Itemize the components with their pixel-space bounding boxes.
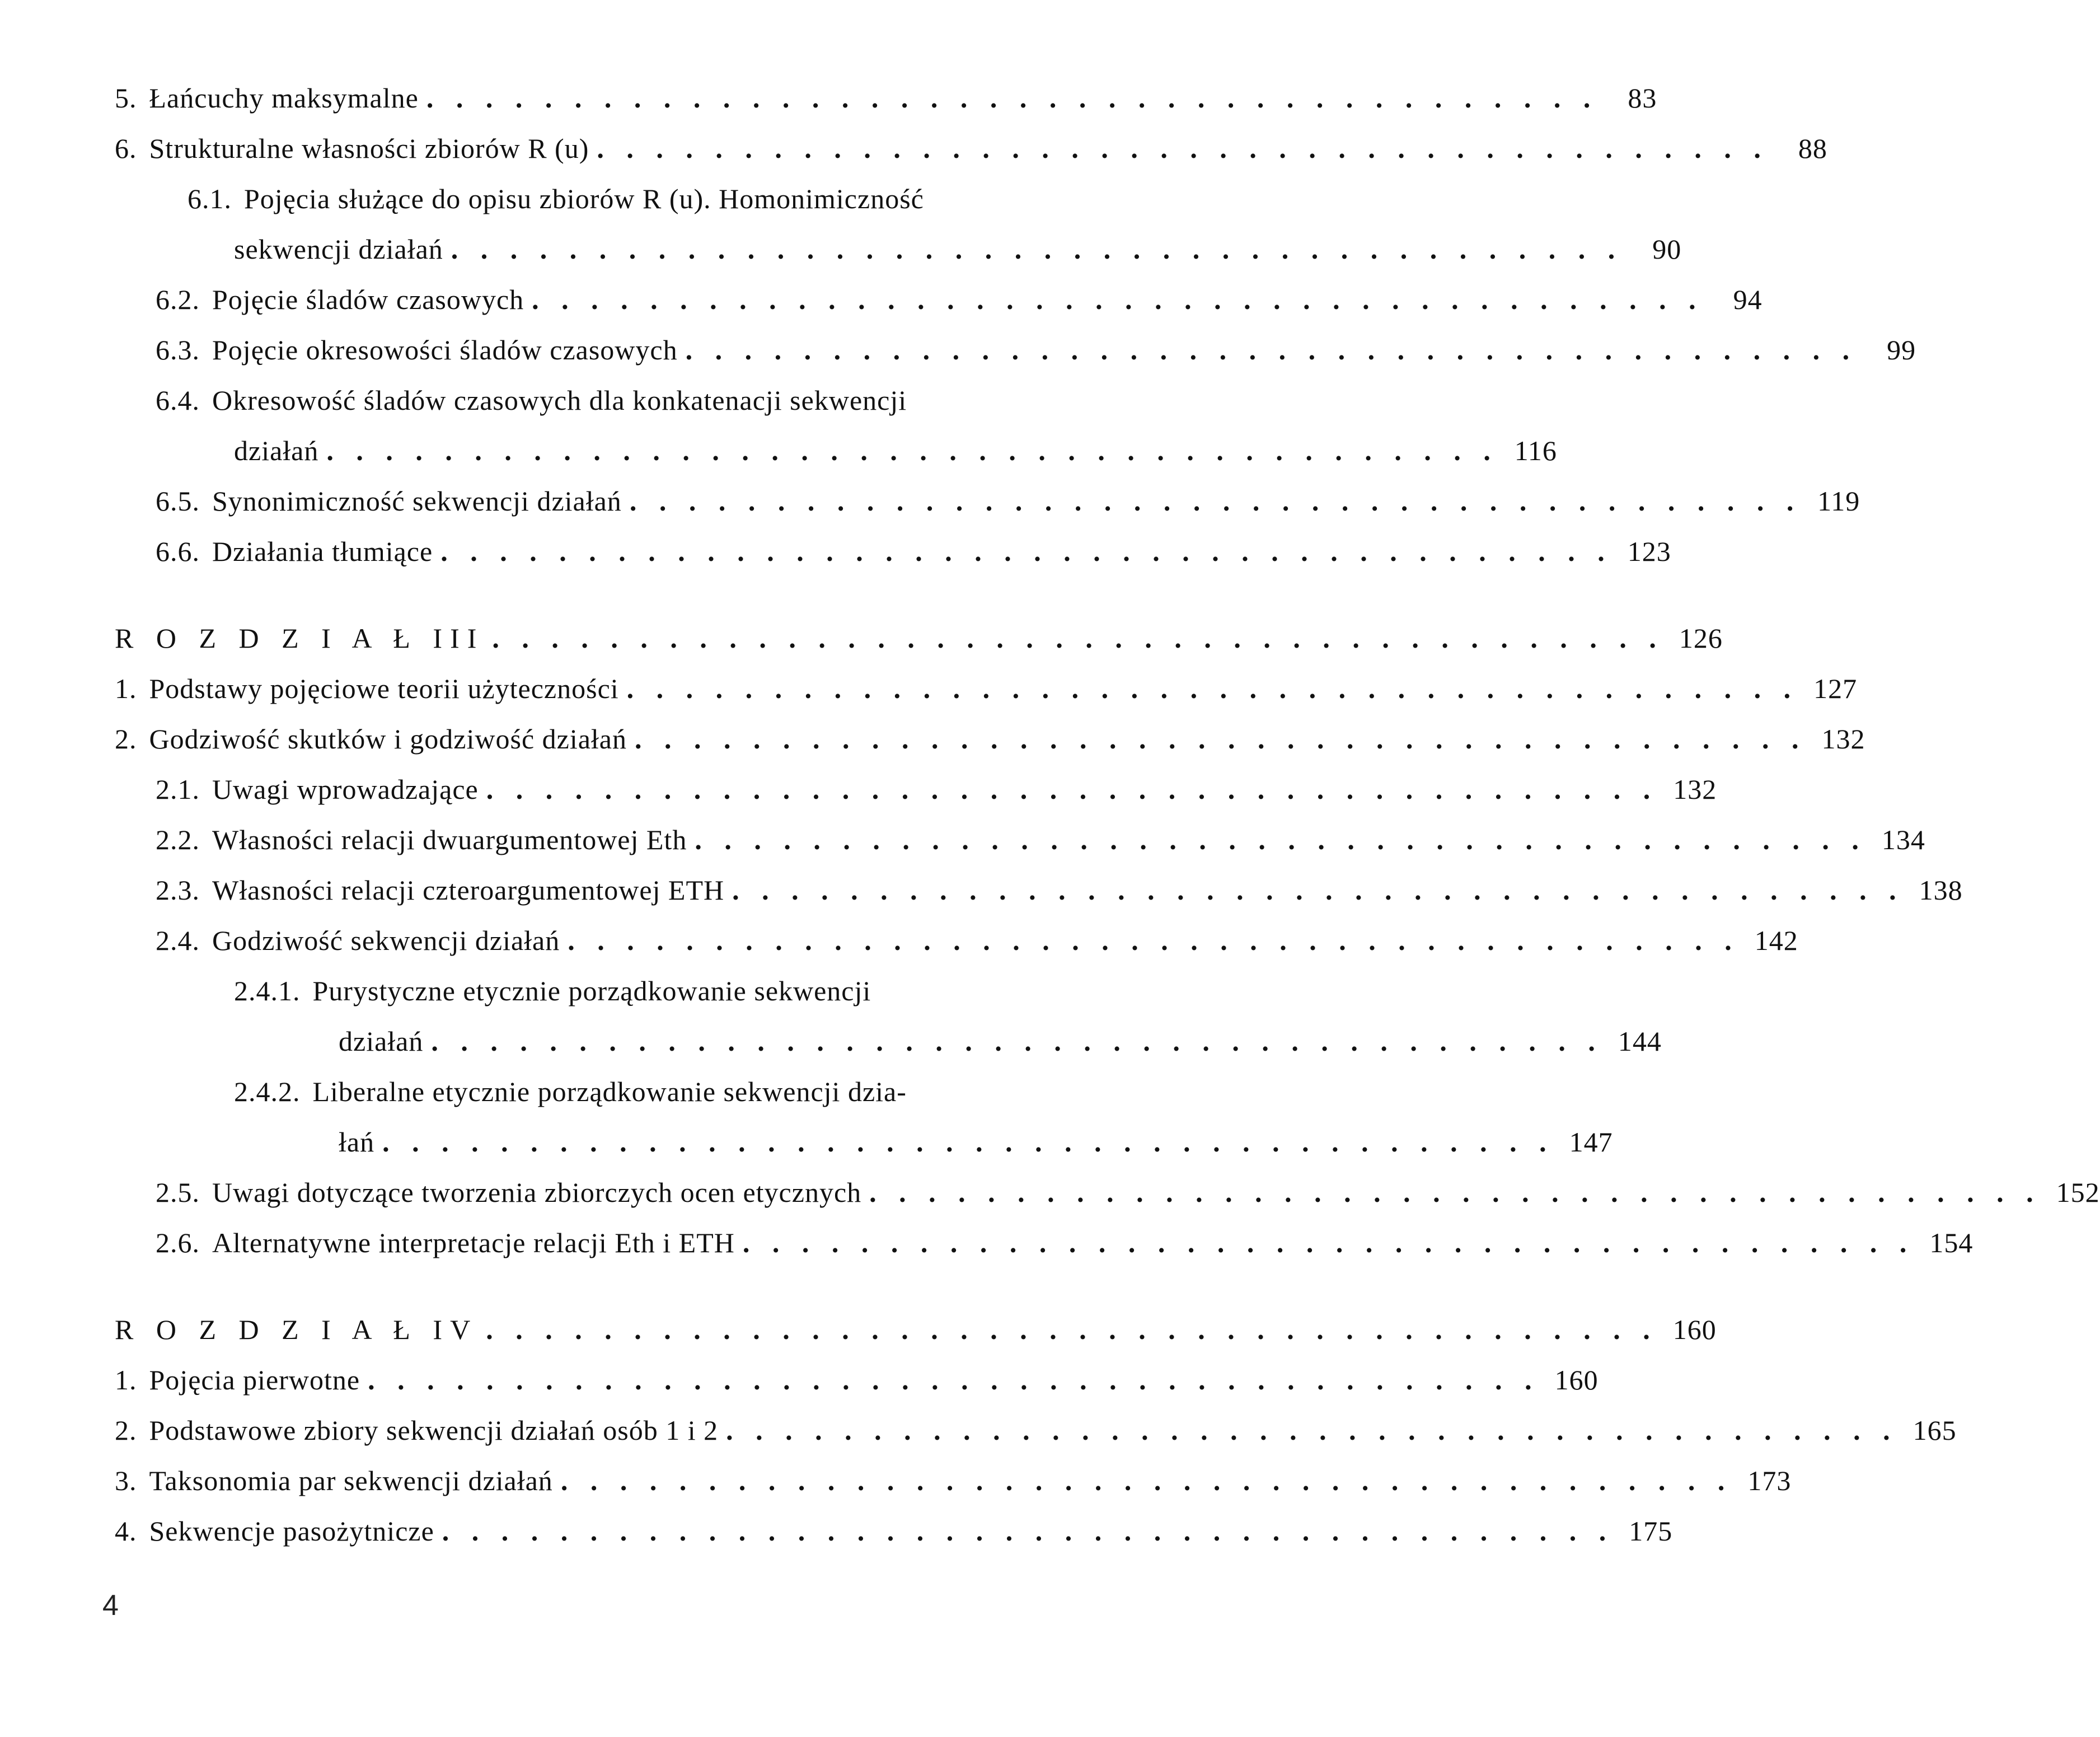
entry-page: 173 xyxy=(1747,1465,1792,1496)
toc-entry xyxy=(156,271,1762,316)
entry-title: Uwagi wprowadzające xyxy=(212,774,479,805)
entry-title: Godziwość sekwencji działań xyxy=(212,925,560,956)
chapter-heading xyxy=(115,1301,1717,1346)
entry-page: 116 xyxy=(1514,435,1557,466)
entry-page: 127 xyxy=(1813,673,1858,704)
entry-page: 99 xyxy=(1887,334,1916,366)
dot-leader: . . . . . . . . . . . . . . . . . . . . . . . . . . . . . . . . . . . . . . . . xyxy=(368,1364,1540,1396)
entry-page: 132 xyxy=(1673,774,1717,805)
toc-entry-continuation xyxy=(234,423,1557,467)
toc-entry xyxy=(156,812,1925,856)
toc-entry xyxy=(115,711,1865,756)
entry-title: Sekwencje pasożytnicze xyxy=(149,1515,434,1547)
dot-leader: . . . . . . . . . . . . . . . . . . . . . . . . . . . . . . . . . . . . . . . . xyxy=(869,1177,2041,1208)
entry-page: 88 xyxy=(1798,133,1827,164)
entry-title: Pojęcie okresowości śladów czasowych xyxy=(212,334,678,366)
entry-title: sekwencji działań xyxy=(234,233,443,265)
toc-entry-continuation xyxy=(339,1013,1662,1058)
entry-page: 83 xyxy=(1628,82,1657,114)
dot-leader: . . . . . . . . . . . . . . . . . . . . . . . . . . . . . . . . . . . . . . . . xyxy=(626,673,1799,704)
entry-number: 2.4.1. xyxy=(234,975,301,1006)
toc-entry xyxy=(234,963,1119,1008)
entry-title: Alternatywne interpretacje relacji Eth i ETH xyxy=(212,1227,735,1258)
dot-leader: . . . . . . . . . . . . . . . . . . . . . . . . . . . . . . . . . . . . . . . . xyxy=(426,82,1599,114)
toc-entry xyxy=(156,372,1119,417)
chapter-heading xyxy=(115,610,1723,655)
entry-title: Taksonomia par sekwencji działań xyxy=(149,1465,553,1496)
toc-entry xyxy=(156,912,1798,957)
entry-title: Purystyczne etycznie porządkowanie sekwencji xyxy=(312,975,871,1006)
toc-entry-continuation xyxy=(339,1114,1613,1159)
entry-title: Podstawy pojęciowe teorii użyteczności xyxy=(149,673,619,704)
dot-leader: . . . . . . . . . . . . . . . . . . . . . . . . . . . . . . . . . . . . . . . . xyxy=(440,536,1612,567)
entry-number: 2.4. xyxy=(156,925,200,956)
entry-title: Pojęcia pierwotne xyxy=(149,1364,360,1396)
entry-number: 2. xyxy=(115,1415,137,1446)
entry-page: 126 xyxy=(1679,622,1723,654)
toc-entry xyxy=(156,473,1860,518)
chapter-title: R O Z D Z I A Ł IV xyxy=(115,1314,479,1345)
toc-entry-continuation xyxy=(234,221,1682,266)
dot-leader: . . . . . . . . . . . . . . . . . . . . . . . . . . . . . . . . . . . . . . . . xyxy=(732,874,1904,906)
entry-number: 6.3. xyxy=(156,334,200,366)
entry-page: 144 xyxy=(1618,1026,1662,1057)
entry-page: 142 xyxy=(1754,925,1798,956)
toc-entry xyxy=(187,171,1119,216)
dot-leader: . . . . . . . . . . . . . . . . . . . . . . . . . . . . . . . . . . . . . . . . xyxy=(431,1026,1603,1057)
entry-title: działań xyxy=(234,435,319,466)
dot-leader: . . . . . . . . . . . . . . . . . . . . . . . . . . . . . . . . . . . . . . . . xyxy=(326,435,1498,466)
entry-page: 119 xyxy=(1817,485,1860,517)
dot-leader: . . . . . . . . . . . . . . . . . . . . . . . . . . . . . . . . . . . . . . . . xyxy=(532,284,1704,315)
dot-leader: . . . . . . . . . . . . . . . . . . . . . . . . . . . . . . . . . . . . . . . . xyxy=(560,1465,1733,1496)
entry-number: 6.4. xyxy=(156,385,200,416)
entry-title: Pojęcie śladów czasowych xyxy=(212,284,524,315)
entry-number: 3. xyxy=(115,1465,137,1496)
toc-entry xyxy=(115,1352,1599,1397)
dot-leader: . . . . . . . . . . . . . . . . . . . . . . . . . . . . . . . . . . . . . . . . xyxy=(695,824,1867,855)
entry-number: 2.2. xyxy=(156,824,200,855)
entry-number: 2.6. xyxy=(156,1227,200,1258)
entry-number: 2. xyxy=(115,723,137,755)
entry-title: Strukturalne własności zbiorów R (u) xyxy=(149,133,589,164)
entry-title: Uwagi dotyczące tworzenia zbiorczych ocen etycznych xyxy=(212,1177,862,1208)
toc-entry xyxy=(115,1503,1673,1548)
entry-number: 6.5. xyxy=(156,485,200,517)
toc-entry xyxy=(156,761,1717,806)
entry-title: Liberalne etycznie porządkowanie sekwencji dzia- xyxy=(312,1076,907,1107)
dot-leader: . . . . . . . . . . . . . . . . . . . . . . . . . . . . . . . . . . . . . . . . xyxy=(486,1314,1658,1345)
toc-entry xyxy=(115,1453,1792,1497)
dot-leader: . . . . . . . . . . . . . . . . . . . . . . . . . . . . . . . . . . . . . . . . xyxy=(726,1415,1898,1446)
entry-page: 90 xyxy=(1652,233,1682,265)
entry-number: 6.6. xyxy=(156,536,200,567)
entry-page: 138 xyxy=(1919,874,1963,906)
entry-number: 1. xyxy=(115,1364,137,1396)
entry-number: 5. xyxy=(115,82,137,114)
toc-entry xyxy=(115,661,1858,705)
entry-page: 134 xyxy=(1881,824,1925,855)
dot-leader: . . . . . . . . . . . . . . . . . . . . . . . . . . . . . . . . . . . . . . . . xyxy=(597,133,1769,164)
dot-leader: . . . . . . . . . . . . . . . . . . . . . . . . . . . . . . . . . . . . . . . . xyxy=(635,723,1807,755)
entry-title: Pojęcia służące do opisu zbiorów R (u). Homonimiczność xyxy=(244,183,924,214)
entry-number: 6.2. xyxy=(156,284,200,315)
dot-leader: . . . . . . . . . . . . . . . . . . . . . . . . . . . . . . . . . . . . . . . . xyxy=(742,1227,1915,1258)
toc-entry xyxy=(156,1164,2100,1209)
entry-number: 4. xyxy=(115,1515,137,1547)
entry-page: 160 xyxy=(1672,1314,1717,1345)
entry-number: 6.1. xyxy=(187,183,232,214)
entry-page: 175 xyxy=(1629,1515,1673,1547)
dot-leader: . . . . . . . . . . . . . . . . . . . . . . . . . . . . . . . . . . . . . . . . xyxy=(568,925,1740,956)
page-number: 4 xyxy=(102,1589,119,1622)
entry-number: 2.3. xyxy=(156,874,200,906)
entry-title: Działania tłumiące xyxy=(212,536,433,567)
toc-entry xyxy=(156,862,1963,907)
dot-leader: . . . . . . . . . . . . . . . . . . . . . . . . . . . . . . . . . . . . . . . . xyxy=(451,233,1623,265)
toc-entry xyxy=(234,1064,1119,1108)
entry-title: łań xyxy=(339,1126,375,1158)
entry-page: 160 xyxy=(1554,1364,1599,1396)
entry-page: 123 xyxy=(1627,536,1671,567)
entry-title: Własności relacji dwuargumentowej Eth xyxy=(212,824,687,855)
entry-page: 94 xyxy=(1733,284,1762,315)
toc-entry xyxy=(115,1402,1957,1447)
dot-leader: . . . . . . . . . . . . . . . . . . . . . . . . . . . . . . . . . . . . . . . . xyxy=(629,485,1802,517)
entry-title: Podstawowe zbiory sekwencji działań osób 1 i 2 xyxy=(149,1415,719,1446)
entry-title: Własności relacji czteroargumentowej ETH xyxy=(212,874,725,906)
toc-entry xyxy=(115,120,1827,165)
entry-number: 2.5. xyxy=(156,1177,200,1208)
entry-number: 2.1. xyxy=(156,774,200,805)
dot-leader: . . . . . . . . . . . . . . . . . . . . . . . . . . . . . . . . . . . . . . . . xyxy=(382,1126,1554,1158)
dot-leader: . . . . . . . . . . . . . . . . . . . . . . . . . . . . . . . . . . . . . . . . xyxy=(486,774,1658,805)
entry-page: 152 xyxy=(2056,1177,2100,1208)
entry-number: 1. xyxy=(115,673,137,704)
entry-title: Łańcuchy maksymalne xyxy=(149,82,419,114)
toc-entry xyxy=(115,70,1657,115)
dot-leader: . . . . . . . . . . . . . . . . . . . . . . . . . . . . . . . . . . . . . . . . xyxy=(685,334,1858,366)
entry-page: 147 xyxy=(1569,1126,1613,1158)
toc-entry xyxy=(156,1215,1974,1260)
entry-number: 2.4.2. xyxy=(234,1076,301,1107)
entry-title: Godziwość skutków i godziwość działań xyxy=(149,723,627,755)
entry-number: 6. xyxy=(115,133,137,164)
entry-title: działań xyxy=(339,1026,424,1057)
entry-page: 132 xyxy=(1821,723,1865,755)
toc-entry xyxy=(156,322,1916,367)
toc-entry xyxy=(156,523,1671,568)
entry-page: 154 xyxy=(1929,1227,1974,1258)
entry-title: Synonimiczność sekwencji działań xyxy=(212,485,622,517)
chapter-title: R O Z D Z I A Ł III xyxy=(115,622,485,654)
entry-title: Okresowość śladów czasowych dla konkatenacji sekwencji xyxy=(212,385,907,416)
dot-leader: . . . . . . . . . . . . . . . . . . . . . . . . . . . . . . . . . . . . . . . . xyxy=(492,622,1664,654)
dot-leader: . . . . . . . . . . . . . . . . . . . . . . . . . . . . . . . . . . . . . . . . xyxy=(442,1515,1614,1547)
entry-page: 165 xyxy=(1912,1415,1957,1446)
